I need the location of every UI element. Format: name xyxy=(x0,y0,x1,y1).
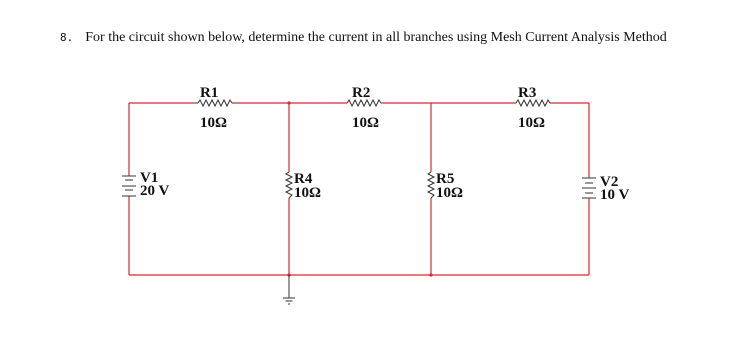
r5-value: 10Ω xyxy=(436,185,464,201)
r2-value: 10Ω xyxy=(352,115,380,131)
resistor-r3 xyxy=(516,85,550,131)
v2-name: V2 xyxy=(600,174,619,190)
resistor-r4 xyxy=(286,171,321,201)
v1-name: V1 xyxy=(140,170,159,186)
ground-icon xyxy=(283,275,295,304)
junction-dot xyxy=(287,101,290,104)
r2-name: R2 xyxy=(352,85,371,101)
r4-name: R4 xyxy=(294,171,313,187)
r3-name: R3 xyxy=(518,85,537,101)
question-number: 8. xyxy=(60,31,74,44)
r4-value: 10Ω xyxy=(294,185,322,201)
resistor-icon xyxy=(428,172,434,198)
r1-name: R1 xyxy=(200,85,219,101)
resistor-r5 xyxy=(428,171,463,201)
resistor-r2 xyxy=(347,85,381,131)
r1-value: 10Ω xyxy=(200,115,228,131)
v2-value: 10 V xyxy=(600,187,630,203)
question-prompt: For the circuit shown below, determine the current in all branches using Mesh Current Analysis Method xyxy=(85,30,667,45)
resistor-icon xyxy=(286,172,292,198)
junction-dot xyxy=(429,273,432,276)
r5-name: R5 xyxy=(436,171,455,187)
v1-value: 20 V xyxy=(140,183,170,199)
r3-value: 10Ω xyxy=(518,115,546,131)
resistor-r1 xyxy=(198,85,232,131)
